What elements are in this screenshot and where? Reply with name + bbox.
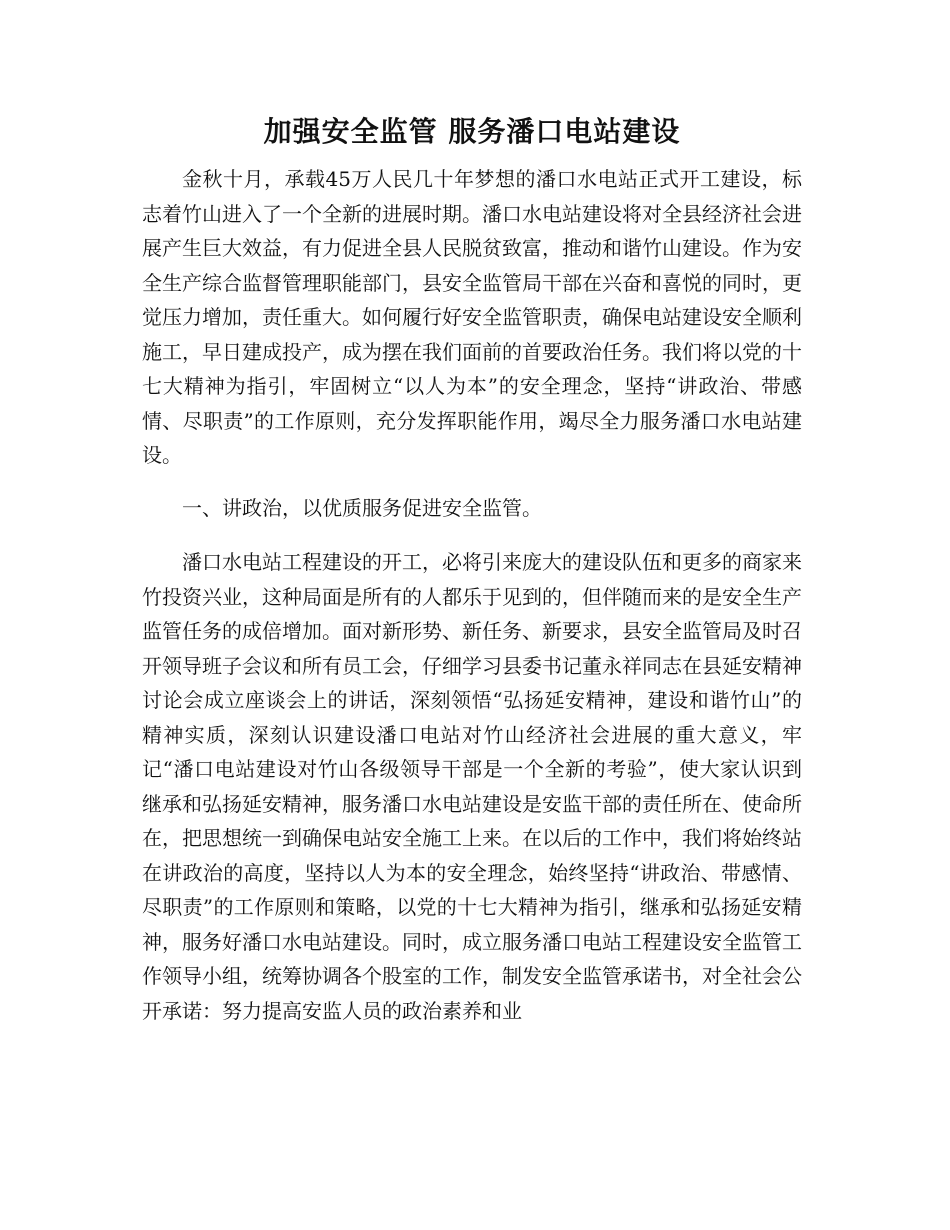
document-title: 加强安全监管 服务潘口电站建设 bbox=[263, 115, 681, 148]
section-heading-1: 一、讲政治，以优质服务促进安全监管。 bbox=[182, 495, 542, 520]
document-page bbox=[142, 104, 802, 1028]
section-1-paragraph: 潘口水电站工程建设的开工，必将引来庞大的建设队伍和更多的商家来竹投资兴业，这种局面是所有的人都乐于见到的，但伴随而来的是安全生产监管任务的成倍增加。面对新形势、新任务、新要求，县安全监管局及时召开领导班子会议和所有员工会，仔细学习县委书记董永祥同志在县延安精神讨论会成立座谈会上的讲话，深刻领悟“弘扬延安精神，建设和谐竹山”的精神实质，深刻认识建设潘口电站对竹山经济社会进展的重大意义，牢记“潘口电站建设对竹山各级领导干部是一个全新的考验”，使大家认识到继承和弘扬延安精神，服务潘口水电站建设是安监干部的责任所在、使命所在，把思想统一到确保电站安全施工上来。在以后的工作中，我们将始终站在讲政治的高度，坚持以人为本的安全理念，始终坚持“讲政治、带感情、尽职责”的工作原则和策略，以党的十七大精神为指引，继承和弘扬延安精神，服务好潘口水电站建设。同时，成立服务潘口电站工程建设安全监管工作领导小组，统筹协调各个股室的工作，制发安全监管承诺书，对全社会公开承诺：努力提高安监人员的政治素养和业 bbox=[142, 550, 802, 1023]
intro-paragraph: 金秋十月，承载45万人民几十年梦想的潘口水电站正式开工建设，标志着竹山进入了一个全新的进展时期。潘口水电站建设将对全县经济社会进展产生巨大效益，有力促进全县人民脱贫致富，推动和谐竹山建设。作为安全生产综合监督管理职能部门，县安全监管局干部在兴奋和喜悦的同时，更觉压力增加，责任重大。如何履行好安全监管职责，确保电站建设安全顺利施工，早日建成投产，成为摆在我们面前的首要政治任务。我们将以党的十七大精神为指引，牢固树立“以人为本”的安全理念，坚持“讲政治、带感情、尽职责”的工作原则，充分发挥职能作用，竭尽全力服务潘口水电站建设。 bbox=[142, 167, 802, 467]
